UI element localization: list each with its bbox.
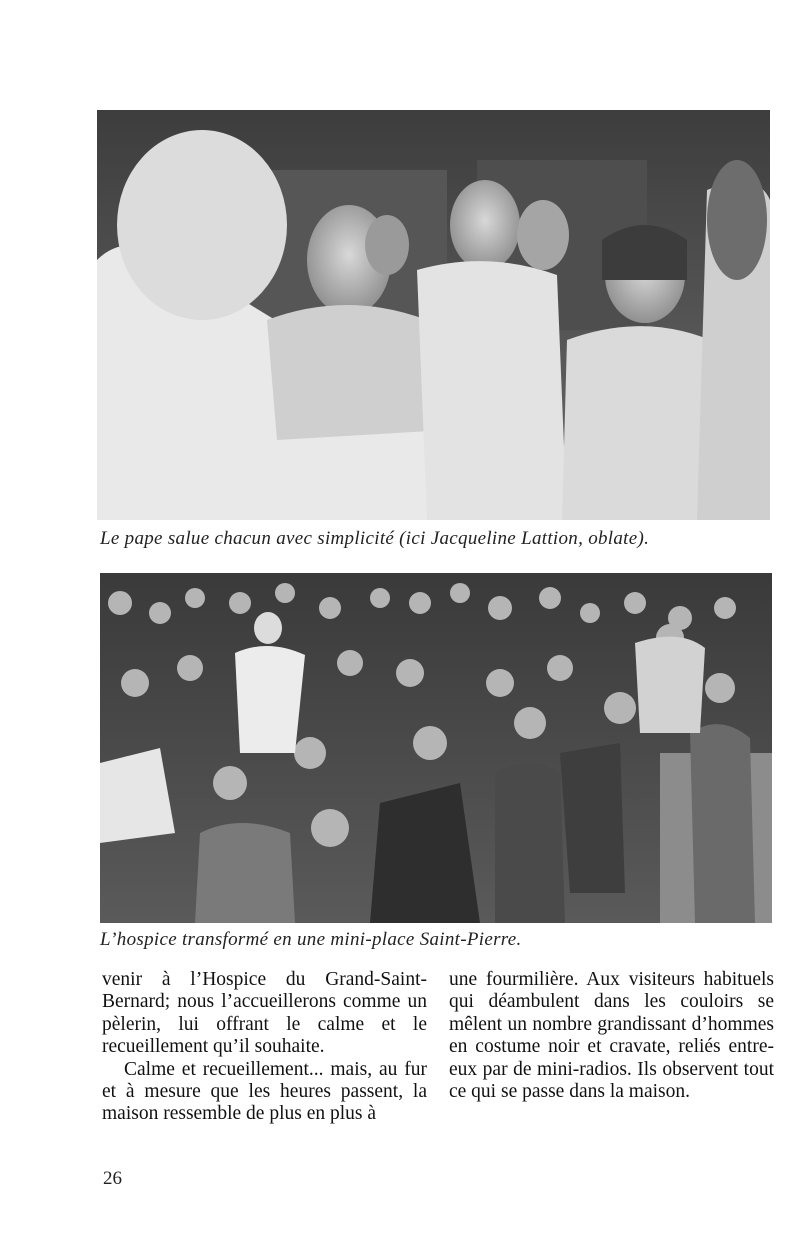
bottom-photo-caption: L’hospice transformé en une mini-place Saint-Pierre. [100, 929, 522, 950]
top-photo-caption: Le pape salue chacun avec simplicité (ici Jacqueline Lattion, oblate). [100, 528, 650, 549]
right-column [449, 969, 774, 1103]
paragraph: une fourmilière. Aux visiteurs habituels qui déambulent dans les couloirs se mêlent un nombre grandissant d’hommes en costume noir et cravate, reliés entre-eux par de mini-radios. Ils observent tout ce qui se passe dans la maison. [449, 969, 774, 1103]
photo-pope-greeting [97, 110, 770, 520]
photo-crowd [100, 573, 772, 923]
left-column [102, 969, 427, 1126]
photo-icon [97, 110, 770, 520]
paragraph: venir à l’Hospice du Grand-Saint-Bernard; nous l’accueillerons comme un pèlerin, lui offrant le calme et le recueillement qu’il souhaite. [102, 969, 427, 1058]
paragraph: Calme et recueillement... mais, au fur et à mesure que les heures passent, la maison ressemble de plus en plus à [102, 1058, 427, 1125]
photo-icon [100, 573, 772, 923]
page-number: 26 [103, 1168, 122, 1189]
